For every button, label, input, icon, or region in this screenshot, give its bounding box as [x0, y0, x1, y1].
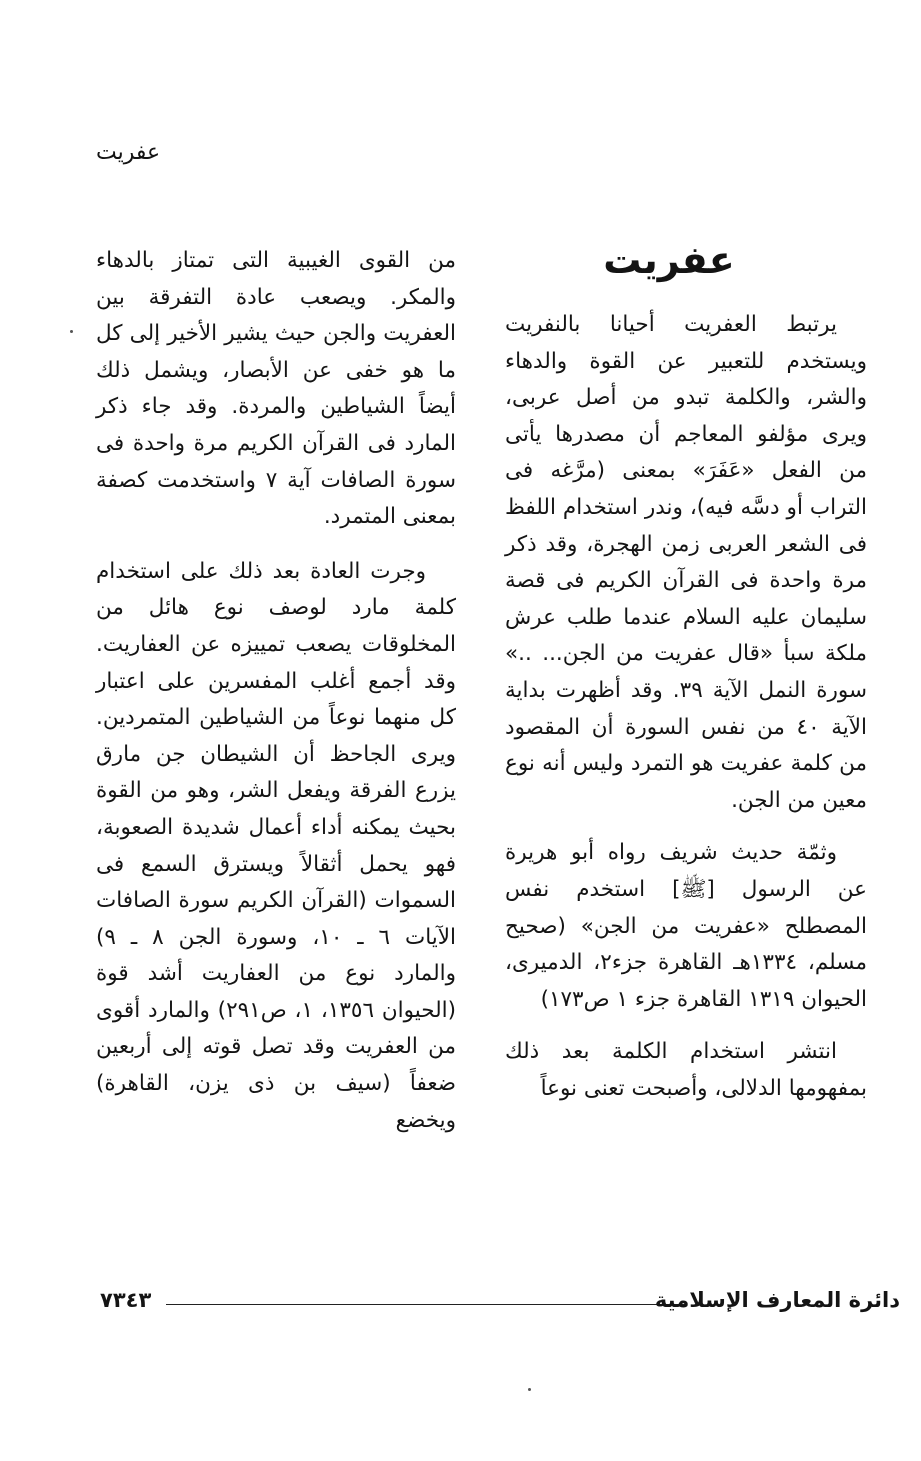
- running-head: عفريت: [96, 140, 161, 165]
- paragraph: انتشر استخدام الكلمة بعد ذلك بمفهومها الدلالى، وأصبحت تعنى نوعاً: [505, 1039, 867, 1101]
- left-column: [96, 243, 456, 1139]
- paragraph: وثمّة حديث شريف رواه أبو هريرة عن الرسول [ﷺ] استخدم نفس المصطلح «عفريت من الجن» (صحيح مسلم، ١٣٣٤هـ القاهرة جزء٢، الدميرى، الحيوان ١٣١٩ القاهرة جزء ١ ص١٧٣): [505, 840, 867, 1012]
- footer-rule: [166, 1304, 686, 1305]
- page-footer: [100, 1288, 900, 1318]
- scan-speck: [528, 1388, 531, 1391]
- paragraph: وجرت العادة بعد ذلك على استخدام كلمة مارد لوصف نوع هائل من المخلوقات يصعب تمييزه عن العفاريت. وقد أجمع أغلب المفسرين على اعتبار كل منهما نوعاً من الشياطين المتمردين. ويرى الجاحظ أن الشيطان جن مارق يزرع الفرقة ويفعل الشر، وهو من القوة بحيث يمكنه أداء أعمال شديدة الصعوبة، فهو يحمل أثقالاً ويسترق السمع فى السموات (القرآن الكريم سورة الصافات الآيات ٦ ـ ١٠، وسورة الجن ٨ ـ ٩) والمارد نوع من العفاريت أشد قوة (الحيوان ١٣٥٦، ١، ص٢٩١) والمارد أقوى من العفريت وقد تصل قوته إلى أربعين ضعفاً (سيف بن ذى يزن، القاهرة) ويخضع: [96, 558, 457, 1133]
- paragraph: من القوى الغيبية التى تمتاز بالدهاء والمكر. ويصعب عادة التفرقة بين العفريت والجن حيث يشير الأخير إلى كل ما هو خفى عن الأبصار، ويشمل ذلك أيضاً الشياطين والمردة. وقد جاء ذكر المارد فى القرآن الكريم مرة واحدة فى سورة الصافات آية ٧ واستخدمت كصفة بمعنى المتمرد.: [96, 248, 456, 530]
- scan-speck: [70, 330, 73, 333]
- page-number: ٧٣٤٣: [100, 1288, 152, 1312]
- journal-title: دائرة المعارف الإسلامية: [654, 1288, 900, 1312]
- article-title: عفريت: [603, 238, 735, 282]
- right-column: [505, 237, 867, 1123]
- paragraph: يرتبط العفريت أحيانا بالنفريت ويستخدم للتعبير عن القوة والدهاء والشر، والكلمة تبدو من أصل عربى، ويرى مؤلفو المعاجم أن مصدرها يأتى من الفعل «عَفَرَ» بمعنى (مرَّغه فى التراب أو دسَّه فيه)، وندر استخدام اللفظ فى الشعر العربى زمن الهجرة، وقد ذكر مرة واحدة فى القرآن الكريم فى قصة سليمان عليه السلام عندما طلب عرش ملكة سبأ «قال عفريت من الجن... ..» سورة النمل الآية ٣٩. وقد أظهرت بداية الآية ٤٠ من نفس السورة أن المقصود من كلمة عفريت هو التمرد وليس أنه نوع معين من الجن.: [505, 312, 867, 813]
